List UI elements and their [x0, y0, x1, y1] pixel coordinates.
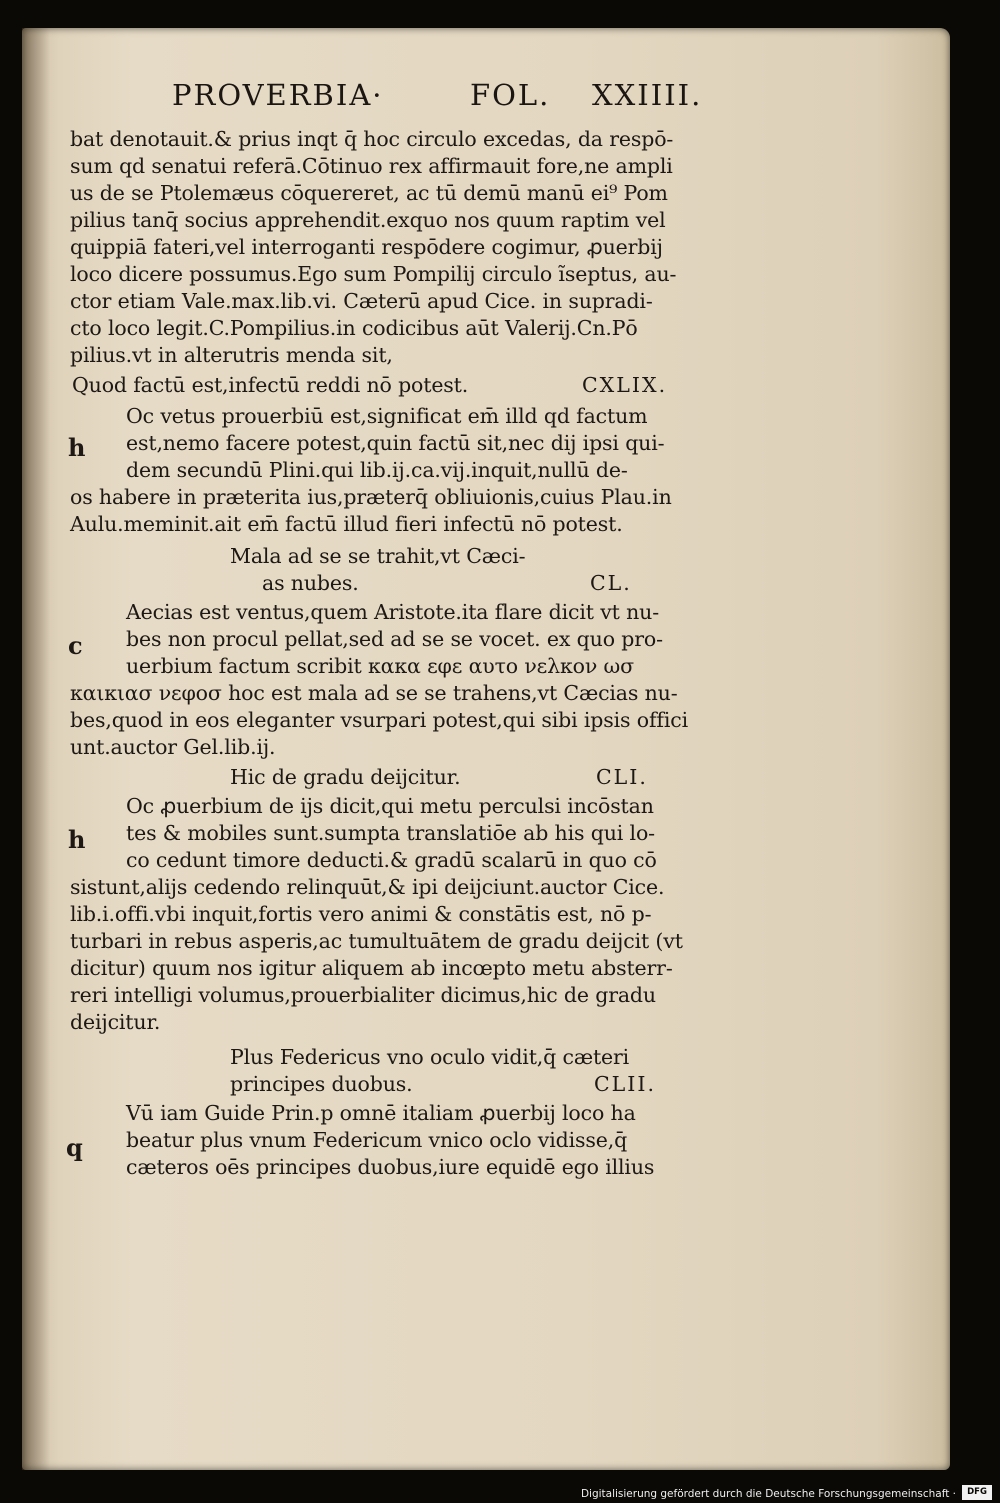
proverb-title: principes duobus.: [230, 1072, 413, 1096]
proverb-title: Hic de gradu deijcitur.: [230, 765, 461, 789]
text-line: sum qd senatui referā.Cōtinuo rex affirmauit fore,ne ampli: [70, 154, 673, 178]
text-line: dicitur) quum nos igitur aliquem ab incœpto metu absterr-: [70, 956, 673, 980]
text-line: bes,quod in eos eleganter vsurpari potest,qui sibi ipsis offici: [70, 708, 688, 732]
guide-letter: h: [68, 433, 86, 462]
text-line: lib.i.offi.vbi inquit,fortis vero animi & constātis est, nō p-: [70, 902, 652, 926]
text-line: co cedunt timore deducti.& gradū scalarū in quo cō: [126, 848, 657, 872]
text-line: Oc vetus prouerbiū est,significat em̄ illd qd factum: [126, 404, 648, 428]
text-line: turbari in rebus asperis,ac tumultuātem de gradu deijcit (vt: [70, 929, 683, 953]
text-line: cto loco legit.C.Pompilius.in codicibus aūt Valerij.Cn.Pō: [70, 316, 638, 340]
text-line: tes & mobiles sunt.sumpta translatiōe ab his qui lo-: [126, 821, 655, 845]
text-line: unt.auctor Gel.lib.ij.: [70, 735, 276, 759]
proverb-title: Mala ad se se trahit,vt Cæci-: [230, 544, 526, 568]
proverb-number: CLII.: [594, 1072, 657, 1096]
header-title: PROVERBIA·: [172, 78, 384, 112]
text-line: Aulu.meminit.ait em̄ factū illud fieri infectū nō potest.: [70, 512, 623, 536]
text-line: Aecias est ventus,quem Aristote.ita flare dicit vt nu-: [126, 600, 659, 624]
proverb-number: CXLIX.: [582, 373, 668, 397]
proverb-title: Quod factū est,infectū reddi nō potest.: [72, 373, 469, 397]
guide-letter: q: [66, 1133, 83, 1162]
text-line: reri intelligi volumus,prouerbialiter dicimus,hic de gradu: [70, 983, 656, 1007]
text-line: καικιασ νεφοσ hoc est mala ad se se trahens,vt Cæcias nu-: [70, 681, 678, 705]
dfg-logo: DFG: [962, 1485, 992, 1500]
digitization-footer: [0, 1481, 1000, 1503]
text-line: deijcitur.: [70, 1010, 161, 1034]
text-line: pilius.vt in alterutris menda sit,: [70, 343, 393, 367]
text-line: loco dicere possumus.Ego sum Pompilij circulo ĩseptus, au-: [70, 262, 677, 286]
text-line: ctor etiam Vale.max.lib.vi. Cæterū apud Cice. in supradi-: [70, 289, 653, 313]
proverb-title: as nubes.: [262, 571, 359, 595]
text-line: sistunt,alijs cedendo relinquūt,& ipi deijciunt.auctor Cice.: [70, 875, 665, 899]
proverb-title: Plus Federicus vno oculo vidit,q̄ cæteri: [230, 1045, 630, 1069]
text-line: pilius tanq̄ socius apprehendit.exquo nos quum raptim vel: [70, 208, 666, 232]
guide-letter: c: [68, 631, 83, 660]
text-line: Vū iam Guide Prin.p omnē italiam ꝓuerbij loco ha: [126, 1101, 636, 1125]
text-line: bes non procul pellat,sed ad se se vocet. ex quo pro-: [126, 627, 663, 651]
proverb-number: CLI.: [596, 765, 648, 789]
funding-credit: Digitalisierung gefördert durch die Deutsche Forschungsgemeinschaft ·: [580, 1488, 956, 1500]
guide-letter: h: [68, 825, 86, 854]
text-line: est,nemo facere potest,quin factū sit,nec dij ipsi qui-: [126, 431, 665, 455]
text-line: beatur plus vnum Federicum vnico oclo vidisse,q̄: [126, 1128, 628, 1152]
text-line: dem secundū Plini.qui lib.ij.ca.vij.inquit,nullū de-: [126, 458, 628, 482]
folio-number: XXIIII.: [592, 78, 703, 112]
text-line: cæteros oēs principes duobus,iure equidē ego illius: [126, 1155, 655, 1179]
text-line: bat denotauit.& prius inqt q̄ hoc circulo excedas, da respō-: [70, 127, 674, 151]
text-line: us de se Ptolemæus cōquereret, ac tū demū manū ei⁹ Pom: [70, 181, 668, 205]
proverb-number: CL.: [590, 571, 632, 595]
text-line: uerbium factum scribit κακα εφε αυτο νελκον ωσ: [126, 654, 634, 678]
text-line: os habere in præterita ius,præterq̄ obliuionis,cuius Plau.in: [70, 485, 672, 509]
header-fol: FOL.: [470, 78, 551, 112]
text-line: quippiā fateri,vel interroganti respōdere cogimur, ꝓuerbij: [70, 235, 663, 259]
text-line: Oc ꝓuerbium de ijs dicit,qui metu perculsi incōstan: [126, 794, 654, 818]
